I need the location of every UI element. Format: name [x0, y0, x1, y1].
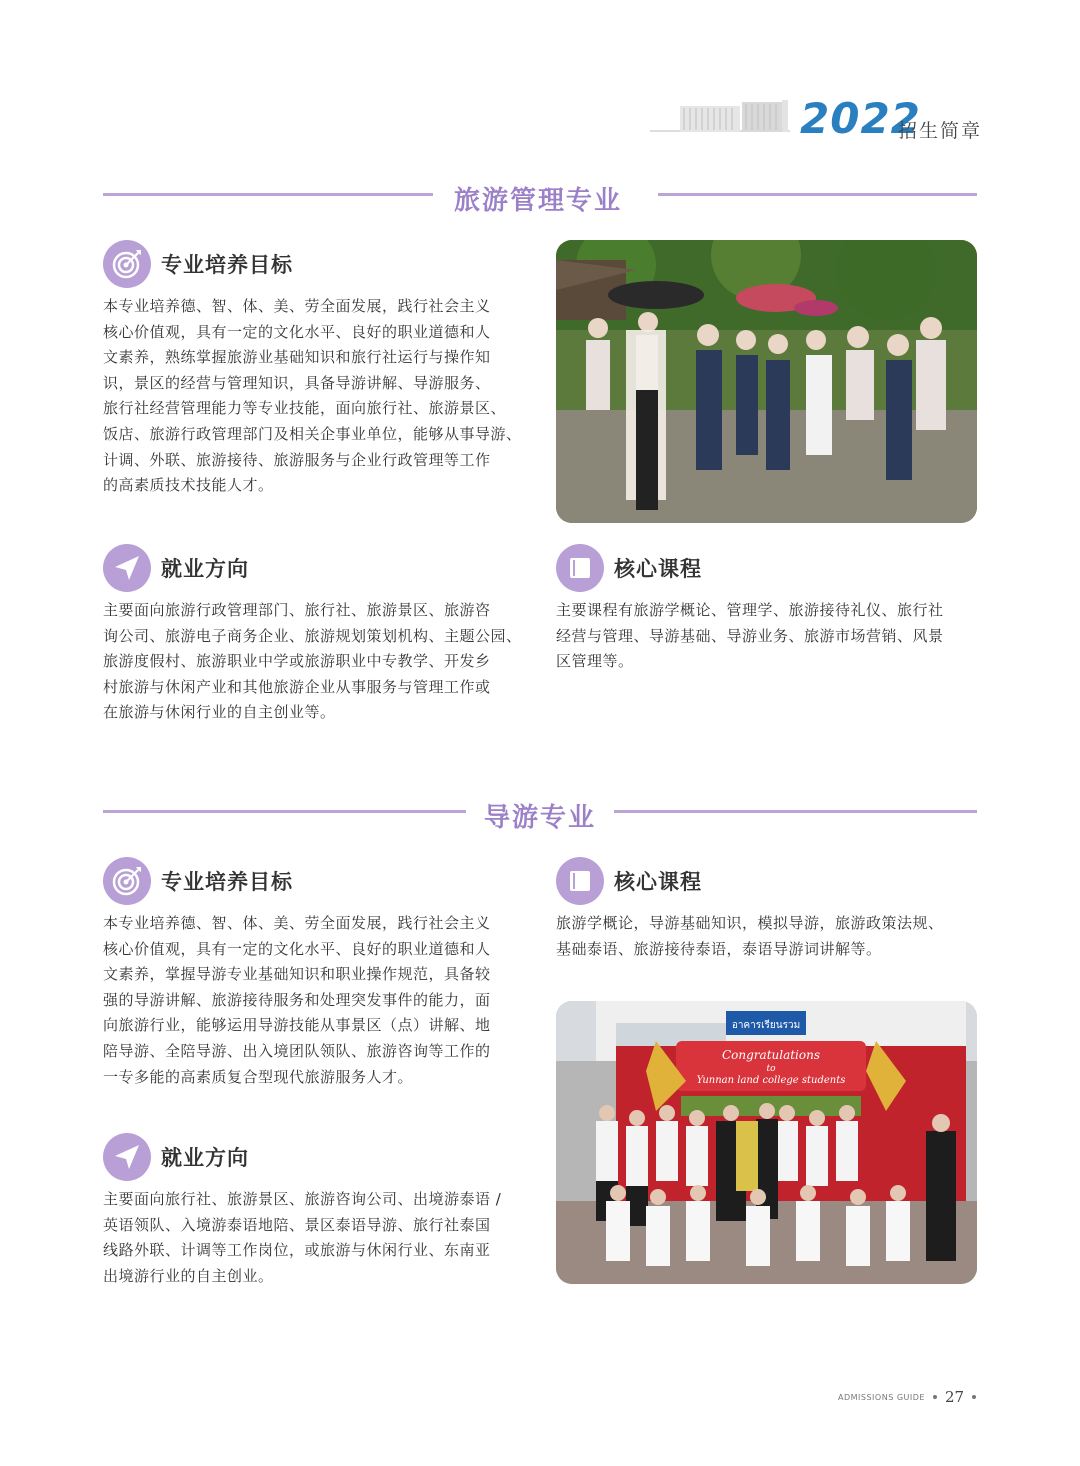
text-line: 计调、外联、旅游接待、旅游服务与企业行政管理等工作 [103, 450, 491, 469]
text-line: 基础泰语、旅游接待泰语，泰语导游词讲解等。 [556, 939, 882, 958]
goal-heading [103, 240, 293, 288]
courses-text [556, 911, 978, 962]
goal-heading [103, 857, 293, 905]
text-line: 经营与管理、导游基础、导游业务、旅游市场营销、风景 [556, 626, 944, 645]
text-line: 英语领队、入境游泰语地陪、景区泰语导游、旅行社泰国 [103, 1215, 491, 1234]
text-line: 区管理等。 [556, 652, 634, 671]
section-divider-left [103, 810, 466, 813]
courses-heading [556, 544, 702, 592]
text-line: 村旅游与休闲产业和其他旅游企业从事服务与管理工作或 [103, 677, 491, 696]
goal-label: 专业培养目标 [161, 870, 293, 894]
section-title: 旅游管理专业 [453, 186, 622, 216]
text-line: 向旅游行业，能够运用导游技能从事景区（点）讲解、地 [103, 1016, 491, 1035]
text-line: 本专业培养德、智、体、美、劳全面发展，践行社会主义 [103, 914, 491, 932]
text-line: 询公司、旅游电子商务企业、旅游规划策划机构、主题公园、 [103, 626, 522, 645]
text-line: 文素养，掌握导游专业基础知识和职业操作规范，具备较 [103, 965, 491, 984]
target-icon [103, 240, 151, 288]
text-line: 文素养，熟练掌握旅游业基础知识和旅行社运行与操作知 [103, 348, 491, 367]
career-heading [103, 1133, 249, 1181]
courses-label: 核心课程 [614, 557, 702, 581]
page-number: 27 [944, 1388, 965, 1406]
text-line: 本专业培养德、智、体、美、劳全面发展，践行社会主义 [103, 297, 491, 315]
book-icon [556, 544, 604, 592]
section-divider-right [614, 810, 977, 813]
footer-dot [933, 1395, 937, 1399]
goal-text [103, 294, 525, 499]
section-title: 导游专业 [483, 803, 596, 833]
page-footer [838, 1388, 976, 1406]
text-line: 识，景区的经营与管理知识，具备导游讲解、导游服务、 [103, 373, 491, 392]
text-line: 主要课程有旅游学概论、管理学、旅游接待礼仪、旅行社 [556, 601, 944, 619]
text-line: 强的导游讲解、旅游接待服务和处理突发事件的能力，面 [103, 990, 491, 1009]
goal-text [103, 911, 525, 1090]
text-line: 的高素质技术技能人才。 [103, 476, 274, 495]
text-line: 陪导游、全陪导游、出入境团队领队、旅游咨询等工作的 [103, 1041, 491, 1060]
banner-line-1: Congratulations [721, 1048, 821, 1062]
building-sign: อาคารเรียนรวม [731, 1020, 801, 1031]
section-divider-left [103, 193, 433, 196]
courses-label: 核心课程 [614, 870, 702, 894]
career-label: 就业方向 [161, 1146, 249, 1170]
footer-guide: ADMISSIONS GUIDE [838, 1392, 925, 1402]
header-subtitle: 招生简章 [898, 120, 983, 142]
header-year: 2022 [800, 94, 921, 143]
banner-line-3: Yunnan land college students [696, 1075, 846, 1086]
text-line: 在旅游与休闲行业的自主创业等。 [103, 703, 336, 722]
book-icon [556, 857, 604, 905]
graduation-photo [556, 1001, 977, 1284]
text-line: 线路外联、计调等工作岗位，或旅游与休闲行业、东南亚 [103, 1241, 491, 1260]
career-text [103, 1187, 525, 1289]
text-line: 一专多能的高素质复合型现代旅游服务人才。 [103, 1067, 414, 1086]
career-label: 就业方向 [161, 557, 249, 581]
tour-group-photo [556, 240, 977, 523]
career-heading [103, 544, 249, 592]
target-icon [103, 857, 151, 905]
courses-text [556, 598, 978, 675]
text-line: 主要面向旅游行政管理部门、旅行社、旅游景区、旅游咨 [103, 601, 491, 619]
text-line: 旅行社经营管理能力等专业技能，面向旅行社、旅游景区、 [103, 399, 507, 418]
paper-plane-icon [103, 544, 151, 592]
career-text [103, 598, 525, 726]
text-line: 旅游学概论，导游基础知识，模拟导游，旅游政策法规、 [556, 914, 944, 932]
text-line: 核心价值观，具有一定的文化水平、良好的职业道德和人 [103, 322, 491, 341]
text-line: 核心价值观，具有一定的文化水平、良好的职业道德和人 [103, 939, 491, 958]
building-illustration [650, 100, 790, 136]
footer-dot [972, 1395, 976, 1399]
text-line: 主要面向旅行社、旅游景区、旅游咨询公司、出境游泰语 / [103, 1190, 502, 1208]
banner-line-2: to [766, 1064, 776, 1074]
paper-plane-icon [103, 1133, 151, 1181]
text-line: 出境游行业的自主创业。 [103, 1266, 274, 1285]
goal-label: 专业培养目标 [161, 253, 293, 277]
text-line: 旅游度假村、旅游职业中学或旅游职业中专教学、开发乡 [103, 652, 491, 671]
text-line: 饭店、旅游行政管理部门及相关企事业单位，能够从事导游、 [103, 424, 522, 443]
courses-heading [556, 857, 702, 905]
section-divider-right [658, 193, 977, 196]
